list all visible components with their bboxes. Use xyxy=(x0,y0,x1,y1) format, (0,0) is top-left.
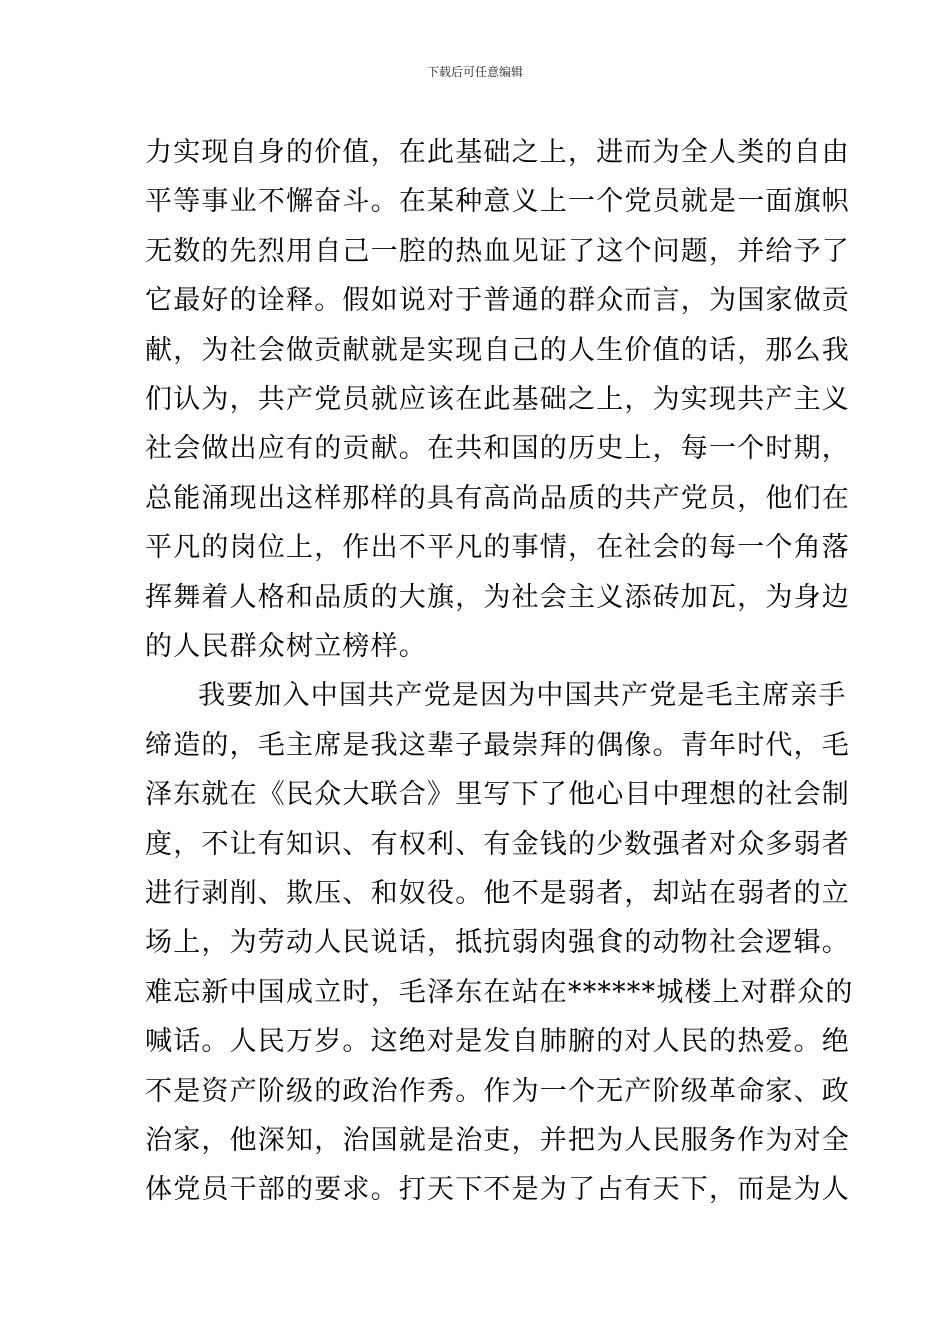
text-line: 总能涌现出这样那样的具有高尚品质的共产党员，他们在 xyxy=(145,482,850,514)
text-line: 它最好的诠释。假如说对于普通的群众而言，为国家做贡 xyxy=(145,285,850,317)
text-line: 的人民群众树立榜样。 xyxy=(145,631,427,662)
text-line: 难忘新中国成立时，毛泽东在站在******城楼上对群众的 xyxy=(145,976,854,1008)
text-line: 度，不让有知识、有权利、有金钱的少数强者对众多弱者 xyxy=(145,828,850,860)
text-line: 挥舞着人格和品质的大旗，为社会主义添砖加瓦，为身边 xyxy=(145,581,850,613)
text-line: 献，为社会做贡献就是实现自己的人生价值的话，那么我 xyxy=(145,334,850,366)
text-line: 平等事业不懈奋斗。在某种意义上一个党员就是一面旗帜 xyxy=(145,186,850,218)
text-line: 治家，他深知，治国就是治吏，并把为人民服务作为对全 xyxy=(145,1125,850,1156)
text-line: 们认为，共产党员就应该在此基础之上，为实现共产主义 xyxy=(145,384,850,415)
text-line: 我要加入中国共产党是因为中国共产党是毛主席亲手 xyxy=(198,680,847,712)
text-line: 缔造的，毛主席是我这辈子最崇拜的偶像。青年时代，毛 xyxy=(145,729,850,761)
text-line: 场上，为劳动人民说话，抵抗弱肉强食的动物社会逻辑。 xyxy=(145,927,850,959)
text-line: 无数的先烈用自己一腔的热血见证了这个问题，并给予了 xyxy=(145,235,850,267)
text-line: 体党员干部的要求。打天下不是为了占有天下，而是为人 xyxy=(145,1174,850,1206)
text-line: 社会做出应有的贡献。在共和国的历史上，每一个时期， xyxy=(145,433,850,465)
text-line: 喊话。人民万岁。这绝对是发自肺腑的对人民的热爱。绝 xyxy=(145,1026,850,1058)
text-line: 不是资产阶级的政治作秀。作为一个无产阶级革命家、政 xyxy=(145,1075,850,1107)
text-line: 泽东就在《民众大联合》里写下了他心目中理想的社会制 xyxy=(145,779,850,811)
text-line: 力实现自身的价值，在此基础之上，进而为全人类的自由 xyxy=(145,137,850,168)
text-line: 平凡的岗位上，作出不平凡的事情，在社会的每一个角落 xyxy=(145,532,850,564)
text-line: 进行剥削、欺压、和奴役。他不是弱者，却站在弱者的立 xyxy=(145,878,850,909)
page-header: 下载后可任意编辑 xyxy=(426,65,523,79)
